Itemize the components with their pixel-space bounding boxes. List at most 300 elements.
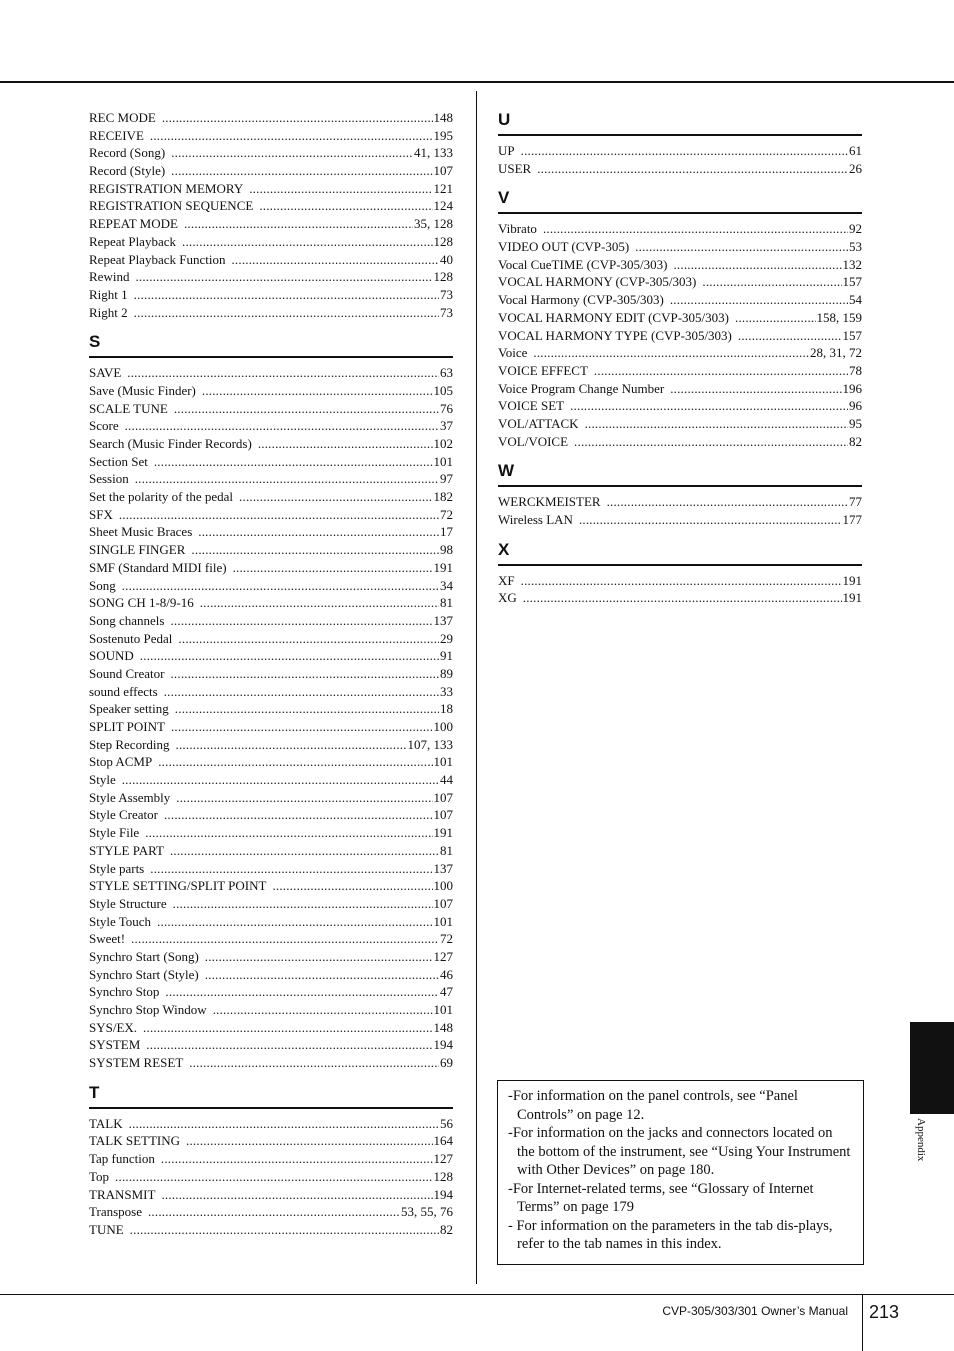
entry-page: 26 bbox=[849, 160, 862, 176]
dot-leader bbox=[594, 362, 848, 380]
index-entry bbox=[89, 913, 453, 931]
entry-term: Style bbox=[89, 772, 116, 788]
entry-page: 95 bbox=[849, 415, 862, 431]
dot-leader bbox=[171, 144, 413, 162]
footer-rule bbox=[0, 1294, 954, 1295]
index-entry bbox=[498, 511, 862, 529]
index-entry bbox=[89, 400, 453, 418]
dot-leader bbox=[122, 771, 439, 789]
index-entry bbox=[89, 983, 453, 1001]
index-entry bbox=[89, 435, 453, 453]
index-entry bbox=[498, 256, 862, 274]
entry-page: 78 bbox=[849, 362, 862, 378]
dot-leader bbox=[176, 736, 407, 754]
dot-leader bbox=[574, 433, 848, 451]
entry-page: 34 bbox=[440, 577, 453, 593]
dot-leader bbox=[162, 109, 433, 127]
dot-leader bbox=[131, 930, 439, 948]
entry-page: 53, 55, 76 bbox=[401, 1204, 453, 1220]
entry-term: Synchro Stop bbox=[89, 984, 160, 1000]
index-entry bbox=[89, 1001, 453, 1019]
note-line: -For information on the panel controls, see “Panel Controls” on page 12. bbox=[508, 1088, 798, 1123]
entry-page: 158, 159 bbox=[816, 309, 862, 325]
entry-term: Vocal CueTIME (CVP-305/303) bbox=[498, 256, 668, 272]
entry-term: Style Touch bbox=[89, 913, 152, 929]
entry-term: VIDEO OUT (CVP-305) bbox=[498, 239, 630, 255]
index-entry bbox=[498, 493, 862, 511]
section-letter: W bbox=[498, 460, 862, 487]
entry-page: 107 bbox=[433, 789, 453, 805]
entry-term: Save (Music Finder) bbox=[89, 382, 196, 398]
index-entry bbox=[89, 304, 453, 322]
entry-page: 96 bbox=[849, 398, 862, 414]
entry-page: 98 bbox=[440, 542, 453, 558]
entry-page: 195 bbox=[433, 127, 453, 143]
dot-leader bbox=[607, 493, 848, 511]
entry-page: 191 bbox=[842, 572, 862, 588]
entry-term: Stop ACMP bbox=[89, 754, 153, 770]
entry-term: Step Recording bbox=[89, 736, 170, 752]
dot-leader bbox=[154, 453, 433, 471]
entry-page: 196 bbox=[842, 380, 862, 396]
entry-page: 82 bbox=[849, 433, 862, 449]
dot-leader bbox=[135, 268, 432, 286]
dot-leader bbox=[670, 291, 848, 309]
entry-term: Speaker setting bbox=[89, 701, 169, 717]
entry-term: Right 2 bbox=[89, 304, 128, 320]
index-entry bbox=[89, 594, 453, 612]
entry-term: REGISTRATION MEMORY bbox=[89, 180, 244, 196]
entry-page: 63 bbox=[440, 365, 453, 381]
entry-term: VOICE SET bbox=[498, 398, 565, 414]
entry-term: Right 1 bbox=[89, 286, 128, 302]
dot-leader bbox=[537, 160, 848, 178]
entry-term: Repeat Playback Function bbox=[89, 251, 226, 267]
entry-page: 69 bbox=[440, 1055, 453, 1071]
entry-term: Tap function bbox=[89, 1151, 155, 1167]
entry-page: 33 bbox=[440, 683, 453, 699]
dot-leader bbox=[189, 1054, 439, 1072]
dot-leader bbox=[122, 577, 439, 595]
dot-leader bbox=[171, 718, 433, 736]
entry-page: 76 bbox=[440, 400, 453, 416]
index-entry bbox=[89, 753, 453, 771]
index-entry bbox=[89, 948, 453, 966]
entry-page: 89 bbox=[440, 665, 453, 681]
index-entry bbox=[498, 273, 862, 291]
entry-term: Style Structure bbox=[89, 895, 167, 911]
dot-leader bbox=[135, 470, 439, 488]
index-entry bbox=[89, 718, 453, 736]
index-entry bbox=[498, 362, 862, 380]
entry-term: TALK bbox=[89, 1115, 123, 1131]
index-entry bbox=[89, 806, 453, 824]
dot-leader bbox=[164, 806, 433, 824]
index-entry bbox=[498, 572, 862, 590]
entry-page: 56 bbox=[440, 1115, 453, 1131]
entry-term: Style Creator bbox=[89, 807, 158, 823]
index-entry bbox=[89, 470, 453, 488]
entry-page: 17 bbox=[440, 524, 453, 540]
entry-term: TRANSMIT bbox=[89, 1186, 156, 1202]
dot-leader bbox=[182, 233, 433, 251]
dot-leader bbox=[198, 523, 439, 541]
entry-page: 137 bbox=[433, 860, 453, 876]
dot-leader bbox=[146, 1036, 432, 1054]
section-letter: V bbox=[498, 187, 862, 214]
entry-page: 191 bbox=[433, 825, 453, 841]
entry-page: 132 bbox=[842, 256, 862, 272]
entry-term: Style Assembly bbox=[89, 789, 171, 805]
appendix-tab-marker bbox=[910, 1022, 954, 1114]
dot-leader bbox=[186, 1132, 432, 1150]
index-entry bbox=[89, 1221, 453, 1239]
index-entry bbox=[89, 162, 453, 180]
entry-term: Synchro Start (Style) bbox=[89, 966, 199, 982]
entry-page: 35, 128 bbox=[414, 216, 453, 232]
entry-page: 182 bbox=[433, 489, 453, 505]
index-entry bbox=[498, 238, 862, 256]
entry-term: Transpose bbox=[89, 1204, 142, 1220]
section-letter: U bbox=[498, 109, 862, 136]
entry-term: SOUND bbox=[89, 648, 134, 664]
entry-page: 107 bbox=[433, 163, 453, 179]
entry-term: Song channels bbox=[89, 612, 165, 628]
dot-leader bbox=[165, 983, 439, 1001]
dot-leader bbox=[184, 215, 413, 233]
entry-page: 18 bbox=[440, 701, 453, 717]
index-entry bbox=[89, 736, 453, 754]
entry-page: 127 bbox=[433, 1151, 453, 1167]
dot-leader bbox=[205, 948, 433, 966]
note-line: -For Internet-related terms, see “Glossary of Internet Terms” on page 179 bbox=[508, 1180, 814, 1215]
index-entry bbox=[89, 860, 453, 878]
entry-term: VOICE EFFECT bbox=[498, 362, 588, 378]
dot-leader bbox=[161, 1186, 432, 1204]
dot-leader bbox=[158, 753, 432, 771]
dot-leader bbox=[134, 304, 439, 322]
index-entry bbox=[89, 842, 453, 860]
entry-page: 92 bbox=[849, 221, 862, 237]
dot-leader bbox=[738, 327, 842, 345]
entry-term: Style File bbox=[89, 825, 140, 841]
index-entry bbox=[89, 127, 453, 145]
index-entry bbox=[89, 577, 453, 595]
dot-leader bbox=[735, 309, 816, 327]
entry-term: Set the polarity of the pedal bbox=[89, 489, 234, 505]
index-entry bbox=[498, 327, 862, 345]
index-entry bbox=[89, 771, 453, 789]
index-entry bbox=[498, 380, 862, 398]
index-entry bbox=[89, 1150, 453, 1168]
entry-page: 73 bbox=[440, 304, 453, 320]
entry-page: 121 bbox=[433, 180, 453, 196]
entry-term: VOL/ATTACK bbox=[498, 415, 579, 431]
entry-term: Synchro Start (Song) bbox=[89, 948, 199, 964]
entry-term: Song bbox=[89, 577, 116, 593]
entry-page: 191 bbox=[433, 559, 453, 575]
dot-leader bbox=[258, 435, 433, 453]
index-entry bbox=[89, 268, 453, 286]
dot-leader bbox=[200, 594, 439, 612]
entry-page: 194 bbox=[433, 1037, 453, 1053]
dot-leader bbox=[174, 400, 439, 418]
entry-page: 101 bbox=[433, 1002, 453, 1017]
index-entry bbox=[89, 877, 453, 895]
index-entry bbox=[89, 1036, 453, 1054]
entry-page: 128 bbox=[433, 269, 453, 285]
entry-term: REGISTRATION SEQUENCE bbox=[89, 198, 254, 214]
dot-leader bbox=[702, 273, 841, 291]
entry-term: Voice bbox=[498, 345, 528, 361]
entry-page: 44 bbox=[440, 772, 453, 788]
entry-page: 40 bbox=[440, 251, 453, 267]
entry-page: 157 bbox=[842, 327, 862, 343]
index-entry bbox=[89, 966, 453, 984]
entry-term: sound effects bbox=[89, 683, 158, 699]
entry-page: 127 bbox=[433, 948, 453, 964]
index-entry bbox=[498, 309, 862, 327]
entry-page: 100 bbox=[433, 878, 453, 894]
index-entry bbox=[89, 523, 453, 541]
entry-page: 81 bbox=[440, 842, 453, 858]
dot-leader bbox=[119, 506, 439, 524]
entry-term: SYSTEM RESET bbox=[89, 1055, 184, 1071]
entry-page: 194 bbox=[433, 1186, 453, 1202]
dot-leader bbox=[213, 1001, 433, 1019]
appendix-tab-label: Appendix bbox=[915, 1118, 927, 1162]
entry-term: WERCKMEISTER bbox=[498, 494, 601, 510]
index-entry bbox=[498, 291, 862, 309]
entry-page: 47 bbox=[440, 984, 453, 1000]
entry-term: Wireless LAN bbox=[498, 512, 573, 527]
entry-page: 101 bbox=[433, 913, 453, 929]
notes-box bbox=[497, 1080, 864, 1265]
index-column-left bbox=[89, 109, 453, 1239]
dot-leader bbox=[231, 251, 439, 269]
dot-leader bbox=[670, 380, 841, 398]
index-entry bbox=[89, 453, 453, 471]
entry-page: 37 bbox=[440, 418, 453, 434]
entry-page: 107 bbox=[433, 895, 453, 911]
dot-leader bbox=[178, 630, 439, 648]
dot-leader bbox=[148, 1203, 400, 1221]
entry-term: Style parts bbox=[89, 860, 145, 876]
entry-term: Record (Style) bbox=[89, 163, 166, 179]
entry-page: 101 bbox=[433, 754, 453, 770]
index-entry bbox=[89, 286, 453, 304]
entry-page: 107, 133 bbox=[407, 736, 453, 752]
index-entry bbox=[89, 1115, 453, 1133]
index-entry bbox=[89, 665, 453, 683]
entry-term: Sheet Music Braces bbox=[89, 524, 193, 540]
entry-term: SAVE bbox=[89, 365, 122, 381]
entry-term: Score bbox=[89, 418, 119, 434]
entry-page: 177 bbox=[842, 512, 862, 527]
index-entry bbox=[89, 1054, 453, 1072]
entry-term: Vibrato bbox=[498, 221, 537, 237]
entry-term: REC MODE bbox=[89, 110, 156, 125]
entry-page: 157 bbox=[842, 274, 862, 290]
dot-leader bbox=[145, 824, 432, 842]
index-entry bbox=[89, 1132, 453, 1150]
index-entry bbox=[498, 589, 862, 607]
entry-page: 164 bbox=[433, 1133, 453, 1149]
dot-leader bbox=[140, 647, 439, 665]
entry-page: 107 bbox=[433, 807, 453, 823]
index-entry bbox=[89, 930, 453, 948]
index-entry bbox=[89, 180, 453, 198]
dot-leader bbox=[272, 877, 432, 895]
index-entry bbox=[89, 233, 453, 251]
entry-term: Sweet! bbox=[89, 931, 126, 947]
entry-page: 128 bbox=[433, 1168, 453, 1184]
entry-term: SYSTEM bbox=[89, 1037, 141, 1053]
entry-term: Synchro Stop Window bbox=[89, 1002, 207, 1017]
entry-term: RECEIVE bbox=[89, 127, 144, 143]
dot-leader bbox=[115, 1168, 432, 1186]
dot-leader bbox=[585, 415, 848, 433]
entry-page: 29 bbox=[440, 630, 453, 646]
entry-page: 28, 31, 72 bbox=[810, 345, 862, 361]
index-entry bbox=[89, 541, 453, 559]
dot-leader bbox=[150, 860, 432, 878]
entry-term: Sostenuto Pedal bbox=[89, 630, 173, 646]
entry-term: REPEAT MODE bbox=[89, 216, 178, 232]
dot-leader bbox=[129, 1115, 439, 1133]
entry-term: XF bbox=[498, 572, 515, 588]
dot-leader bbox=[521, 572, 842, 590]
entry-term: Session bbox=[89, 471, 129, 487]
index-entry bbox=[89, 824, 453, 842]
dot-leader bbox=[521, 142, 848, 160]
dot-leader bbox=[125, 417, 439, 435]
page-number: 213 bbox=[869, 1302, 900, 1322]
entry-term: SONG CH 1-8/9-16 bbox=[89, 595, 194, 611]
index-entry bbox=[498, 344, 862, 362]
index-entry bbox=[89, 895, 453, 913]
dot-leader bbox=[259, 197, 432, 215]
entry-term: Search (Music Finder Records) bbox=[89, 436, 252, 451]
section-letter: T bbox=[89, 1082, 453, 1109]
entry-page: 102 bbox=[433, 436, 453, 451]
entry-page: 46 bbox=[440, 966, 453, 982]
dot-leader bbox=[523, 589, 842, 607]
section-letter: S bbox=[89, 331, 453, 358]
index-column-right bbox=[498, 109, 862, 607]
dot-leader bbox=[205, 966, 439, 984]
index-entry bbox=[498, 142, 862, 160]
entry-page: 128 bbox=[433, 233, 453, 249]
dot-leader bbox=[191, 541, 439, 559]
dot-leader bbox=[543, 220, 848, 238]
index-entry bbox=[89, 364, 453, 382]
entry-page: 91 bbox=[440, 648, 453, 664]
entry-term: Sound Creator bbox=[89, 665, 165, 681]
entry-page: 137 bbox=[433, 612, 453, 628]
index-entry bbox=[89, 382, 453, 400]
dot-leader bbox=[134, 286, 439, 304]
dot-leader bbox=[130, 1221, 439, 1239]
index-entry bbox=[89, 630, 453, 648]
entry-term: SMF (Standard MIDI file) bbox=[89, 559, 227, 575]
index-entry bbox=[89, 215, 453, 233]
index-entry bbox=[89, 109, 453, 127]
entry-term: SPLIT POINT bbox=[89, 719, 165, 734]
note-line: -For information on the jacks and connectors located on the bottom of the instrument, see “Using Your Instrument with Other Devices” on page 180. bbox=[508, 1125, 851, 1178]
entry-page: 41, 133 bbox=[414, 145, 453, 161]
entry-page: 97 bbox=[440, 471, 453, 487]
entry-page: 148 bbox=[433, 110, 453, 125]
entry-term: VOCAL HARMONY (CVP-305/303) bbox=[498, 274, 697, 290]
dot-leader bbox=[233, 559, 433, 577]
entry-term: Rewind bbox=[89, 269, 130, 285]
dot-leader bbox=[533, 344, 809, 362]
index-entry bbox=[89, 647, 453, 665]
dot-leader bbox=[673, 256, 841, 274]
entry-term: VOCAL HARMONY TYPE (CVP-305/303) bbox=[498, 327, 732, 343]
index-entry bbox=[89, 1203, 453, 1221]
dot-leader bbox=[635, 238, 848, 256]
index-entry bbox=[89, 612, 453, 630]
entry-term: XG bbox=[498, 590, 517, 606]
index-entry bbox=[89, 506, 453, 524]
index-entry bbox=[89, 1186, 453, 1204]
entry-page: 53 bbox=[849, 239, 862, 255]
index-entry bbox=[498, 220, 862, 238]
entry-page: 100 bbox=[433, 719, 453, 734]
section-letter: X bbox=[498, 539, 862, 566]
entry-page: 105 bbox=[433, 382, 453, 398]
index-entry bbox=[498, 433, 862, 451]
dot-leader bbox=[170, 612, 432, 630]
entry-term: USER bbox=[498, 160, 532, 176]
entry-page: 124 bbox=[433, 198, 453, 214]
entry-page: 148 bbox=[433, 1019, 453, 1035]
entry-page: 82 bbox=[440, 1221, 453, 1237]
dot-leader bbox=[173, 895, 433, 913]
index-entry bbox=[89, 683, 453, 701]
entry-term: SYS/EX. bbox=[89, 1019, 138, 1035]
index-entry bbox=[89, 789, 453, 807]
dot-leader bbox=[170, 665, 439, 683]
entry-term: STYLE PART bbox=[89, 842, 164, 858]
entry-term: VOL/VOICE bbox=[498, 433, 569, 449]
entry-term: SFX bbox=[89, 506, 113, 522]
index-entry bbox=[89, 1019, 453, 1037]
entry-page: 81 bbox=[440, 595, 453, 611]
index-entry bbox=[89, 1168, 453, 1186]
dot-leader bbox=[150, 127, 433, 145]
index-entry bbox=[89, 417, 453, 435]
index-entry bbox=[89, 488, 453, 506]
entry-page: 73 bbox=[440, 286, 453, 302]
dot-leader bbox=[239, 488, 432, 506]
entry-term: SCALE TUNE bbox=[89, 400, 168, 416]
dot-leader bbox=[170, 842, 439, 860]
dot-leader bbox=[143, 1019, 432, 1037]
index-entry bbox=[89, 251, 453, 269]
entry-term: TUNE bbox=[89, 1221, 124, 1237]
index-entry bbox=[89, 197, 453, 215]
entry-term: STYLE SETTING/SPLIT POINT bbox=[89, 878, 267, 894]
footer-divider bbox=[862, 1295, 863, 1351]
dot-leader bbox=[127, 364, 439, 382]
dot-leader bbox=[164, 683, 439, 701]
entry-term: Vocal Harmony (CVP-305/303) bbox=[498, 292, 664, 308]
dot-leader bbox=[579, 511, 842, 529]
dot-leader bbox=[249, 180, 432, 198]
